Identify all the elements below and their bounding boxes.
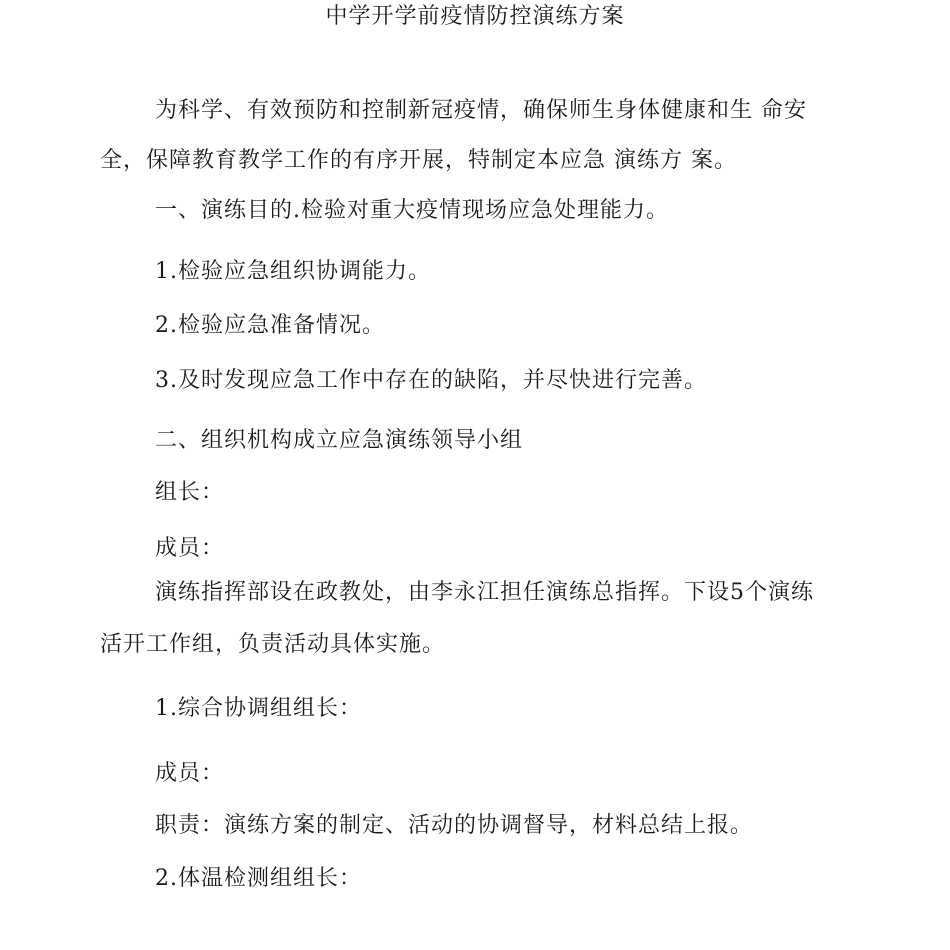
paragraph-intro-line-1: 为科学、有效预防和控制新冠疫情，确保师生身体健康和生 命安 <box>155 98 807 123</box>
section-heading-purpose: 一、演练目的.检验对重大疫情现场应急处理能力。 <box>155 198 669 223</box>
list-item-purpose-2: 2.检验应急准备情况。 <box>155 313 385 338</box>
subsection-coordination-leader: 1.综合协调组组长： <box>155 696 362 721</box>
list-item-purpose-3: 3.及时发现应急工作中存在的缺陷，并尽快进行完善。 <box>155 368 707 393</box>
field-members: 成员： <box>155 536 225 561</box>
field-coordination-members: 成员： <box>155 761 225 786</box>
field-group-leader: 组长： <box>155 480 225 505</box>
document-title: 中学开学前疫情防控演练方案 <box>325 4 625 29</box>
paragraph-command-line-2: 活开工作组，负责活动具体实施。 <box>100 632 446 657</box>
paragraph-intro-line-2: 全，保障教育教学工作的有序开展，特制定本应急 演练方 案。 <box>100 148 737 173</box>
subsection-temperature-leader: 2.体温检测组组长： <box>155 866 362 891</box>
paragraph-command-line-1: 演练指挥部设在政教处，由李永江担任演练总指挥。下设5个演练 <box>155 580 814 605</box>
field-coordination-duties: 职责：演练方案的制定、活动的协调督导，材料总结上报。 <box>155 813 754 838</box>
list-item-purpose-1: 1.检验应急组织协调能力。 <box>155 259 431 284</box>
section-heading-organization: 二、组织机构成立应急演练领导小组 <box>155 428 524 453</box>
